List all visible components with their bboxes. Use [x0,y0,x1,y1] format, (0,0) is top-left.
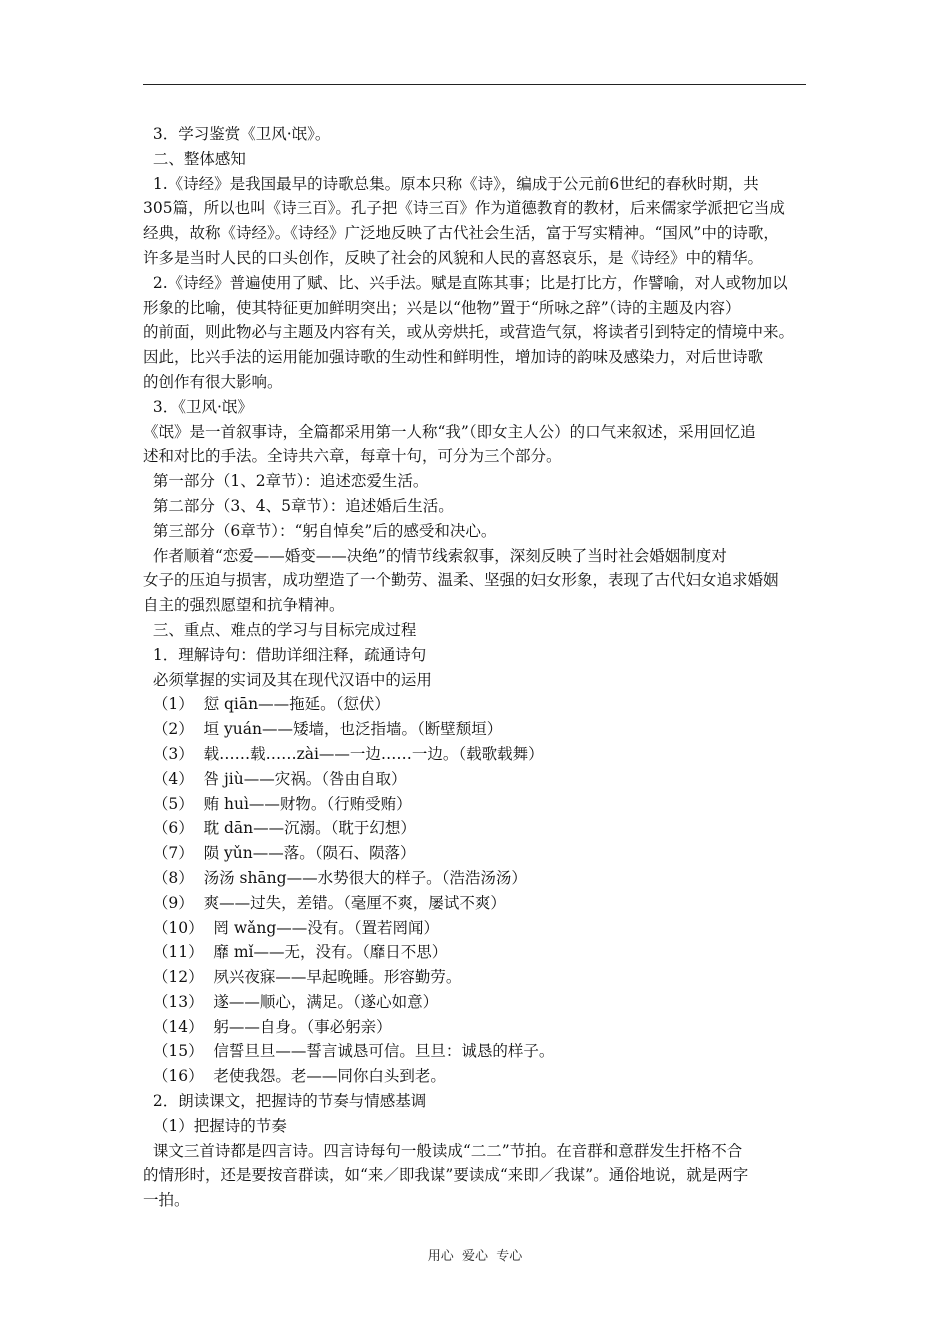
text-line: （14） 躬——自身。（事必躬亲） [143,1017,392,1036]
text-line: 必须掌握的实词及其在现代汉语中的运用 [143,670,432,689]
text-line: 1．理解诗句：借助详细注释，疏通诗句 [143,645,427,664]
text-line: （6） 耽 dān——沉溺。（耽于幻想） [143,819,416,838]
text-line: （13） 遂——顺心，满足。（遂心如意） [143,992,439,1011]
header-rule [143,84,806,85]
text-line: 许多是当时人民的口头创作，反映了社会的风貌和人民的喜怒哀乐，是《诗经》中的精华。 [143,248,764,267]
text-line: 第二部分（3、4、5章节）：追述婚后生活。 [143,496,454,515]
text-line: （9） 爽——过失，差错。（毫厘不爽，屡试不爽） [143,893,506,912]
text-line: （3） 载……载……zài——一边……一边。（载歌载舞） [143,744,544,763]
text-line: 的情形时，还是要按音群读，如“来／即我谋”要读成“来即／我谋”。通俗地说，就是两字 [143,1166,749,1185]
text-line: （15） 信誓旦旦——誓言诚恳可信。旦旦：诚恳的样子。 [143,1042,555,1061]
text-line: 因此，比兴手法的运用能加强诗歌的生动性和鲜明性，增加诗的韵味及感染力，对后世诗歌 [143,348,764,367]
page-footer: 用心 爱心 专心 [427,1249,523,1264]
text-line: 三、重点、难点的学习与目标完成过程 [143,620,417,639]
text-line: 《氓》是一首叙事诗，全篇都采用第一人称“我”（即女主人公）的口气来叙述，采用回忆追 [143,422,756,441]
text-line: 女子的压迫与损害，成功塑造了一个勤劳、温柔、坚强的妇女形象，表现了古代妇女追求婚姻 [143,571,779,590]
text-line: 2.《诗经》普遍使用了赋、比、兴手法。赋是直陈其事；比是打比方，作譬喻，对人或物加以 [143,273,788,292]
text-line: （5） 贿 huì——财物。（行贿受贿） [143,794,412,813]
text-line: （12） 夙兴夜寐——早起晚睡。形容勤劳。 [143,968,462,987]
text-line: 第三部分（6章节）：“躬自悼矣”后的感受和决心。 [143,521,497,540]
text-line: 3．《卫风·氓》 [143,397,253,416]
text-line: （16） 老使我怨。老——同你白头到老。 [143,1067,446,1086]
text-line: 第一部分（1、2章节）：追述恋爱生活。 [143,472,429,491]
text-line: 经典，故称《诗经》。《诗经》广泛地反映了古代社会生活，富于写实精神。“国风”中的诗歌， [143,224,779,243]
document-body [143,122,809,1213]
text-line: 二、整体感知 [143,149,246,168]
text-line: （11） 靡 mǐ——无，没有。（靡日不思） [143,943,448,962]
text-line: 一拍。 [143,1191,190,1210]
text-line: 述和对比的手法。全诗共六章，每章十句，可分为三个部分。 [143,447,562,466]
text-line: 1.《诗经》是我国最早的诗歌总集。原本只称《诗》，编成于公元前6世纪的春秋时期，共 [143,174,759,193]
text-line: （2） 垣 yuán——矮墙，也泛指墙。（断壁颓垣） [143,720,503,739]
text-line: 的创作有很大影响。 [143,372,283,391]
text-line: （8） 汤汤 shāng——水势很大的样子。（浩浩汤汤） [143,868,527,887]
text-line: （7） 陨 yǔn——落。（陨石、陨落） [143,844,416,863]
text-line: （4） 咎 jiù——灾祸。（咎由自取） [143,769,407,788]
text-line: 305篇，所以也叫《诗三百》。孔子把《诗三百》作为道德教育的教材，后来儒家学派把它当成 [143,199,785,218]
text-line: （10） 罔 wǎng——没有。（置若罔闻） [143,918,440,937]
text-line: 的前面，则此物必与主题及内容有关，或从旁烘托，或营造气氛，将读者引到特定的情境中来。 [143,323,795,342]
text-line: （1） 愆 qiān——拖延。（愆伏） [143,695,390,714]
text-line: 3．学习鉴赏《卫风·氓》。 [143,125,331,143]
text-line: 课文三首诗都是四言诗。四言诗每句一般读成“二二”节拍。在音群和意群发生扞格不合 [143,1141,743,1160]
text-line: 作者顺着“恋爱——婚变——决绝”的情节线索叙事，深刻反映了当时社会婚姻制度对 [143,546,727,565]
text-line: 2．朗读课文，把握诗的节奏与情感基调 [143,1092,427,1111]
text-line: 自主的强烈愿望和抗争精神。 [143,596,345,615]
text-line: 形象的比喻，使其特征更加鲜明突出；兴是以“他物”置于“所咏之辞”（诗的主题及内容） [143,298,741,317]
text-line: （1）把握诗的节奏 [143,1116,287,1135]
